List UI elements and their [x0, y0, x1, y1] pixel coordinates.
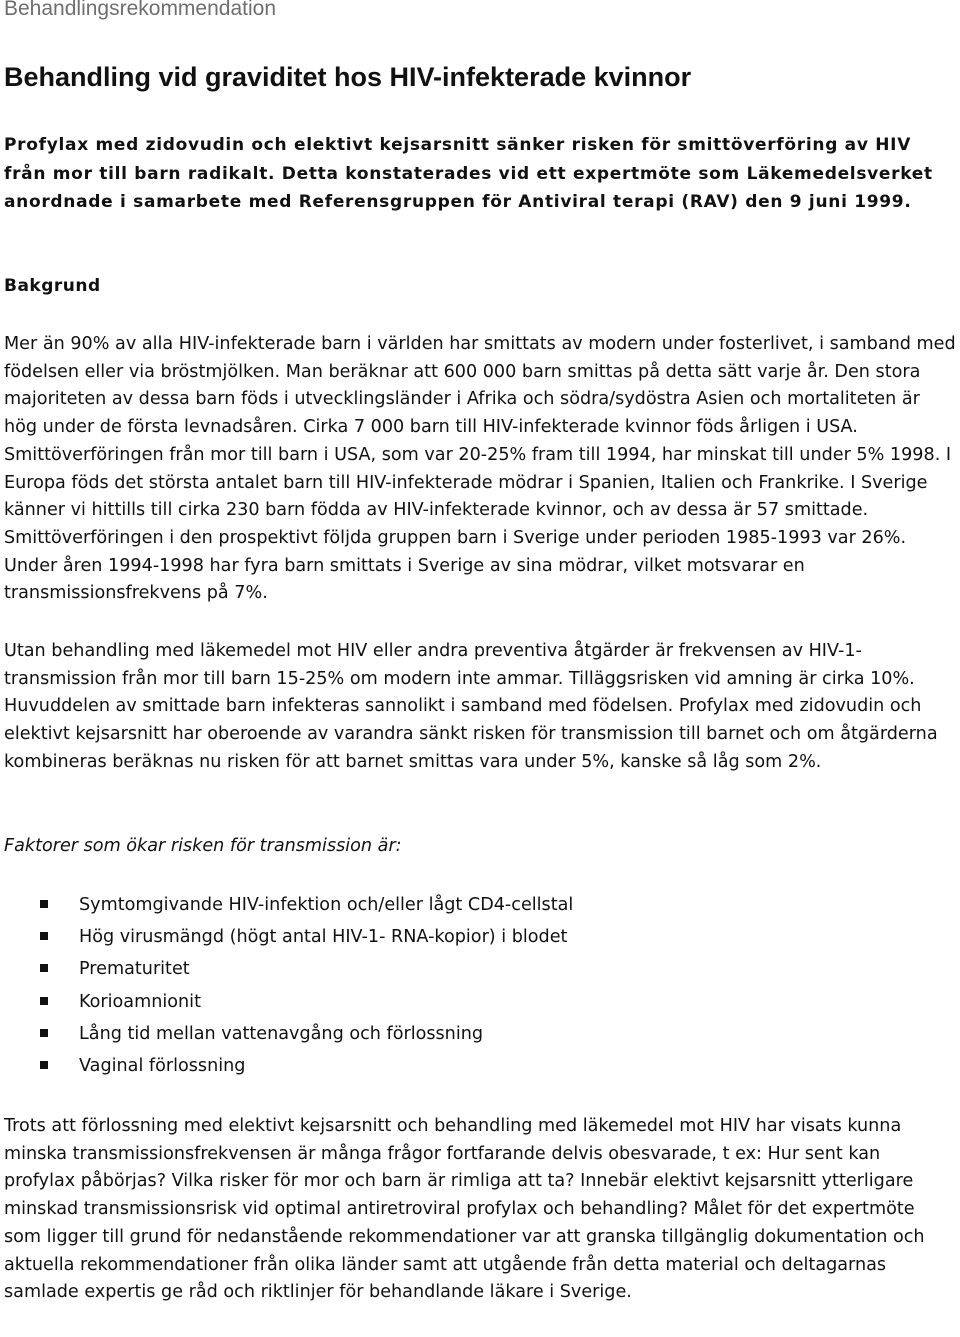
- square-bullet-icon: [40, 900, 48, 908]
- risk-factors-intro: Faktorer som ökar risken för transmission är:: [4, 836, 402, 856]
- square-bullet-icon: [40, 932, 48, 940]
- list-item-text: Symtomgivande HIV-infektion och/eller lågt CD4-cellstal: [79, 895, 574, 915]
- list-item: [4, 1018, 573, 1050]
- list-item-text: Lång tid mellan vattenavgång och förlossning: [79, 1023, 484, 1044]
- list-item-text: Prematuritet: [79, 959, 190, 980]
- list-item: [4, 953, 573, 985]
- list-item-text: Hög virusmängd (högt antal HIV-1- RNA-kopior) i blodet: [79, 927, 568, 948]
- square-bullet-icon: [40, 964, 48, 972]
- document-title: Behandling vid graviditet hos HIV-infekterade kvinnor: [4, 62, 692, 92]
- square-bullet-icon: [40, 1029, 48, 1037]
- list-item: [4, 921, 573, 953]
- background-paragraph-2: Utan behandling med läkemedel mot HIV eller andra preventiva åtgärder är frekvensen av HIV-1-transmission från mor till barn 15-25% om modern inte ammar. Tilläggsrisken vid amning är cirka 10%. Huvuddelen av smittade barn infekteras sannolikt i samband med födelsen. Profylax med zidovudin och elektivt kejsarsnitt har oberoende av varandra sänkt risken för transmission till barnet och om åtgärderna kombineras beräknas nu risken för att barnet smittas vara under 5%, kanske så låg som 2%.: [4, 641, 938, 772]
- square-bullet-icon: [40, 1061, 48, 1069]
- closing-paragraph: Trots att förlossning med elektivt kejsarsnitt och behandling med läkemedel mot HIV har visats kunna minska transmissionsfrekvensen är många frågor fortfarande delvis obesvarade, t ex: Hur sent kan profylax påbörjas? Vilka risker för mor och barn är rimliga att ta? Innebär elektivt kejsarsnitt ytterligare minskad transmissionsrisk vid optimal antiretroviral profylax och behandling? Målet för det expertmöte som ligger till grund för nedanstående rekommendationer var att granska tillgänglig dokumentation och aktuella rekommendationer från olika länder samt att utgående från detta material och deltagarnas samlade expertis ge råd och riktlinjer för behandlande läkare i Sverige.: [4, 1116, 925, 1303]
- list-item-text: Korioamnionit: [79, 991, 201, 1012]
- square-bullet-icon: [40, 997, 48, 1005]
- document-type-label: Behandlingsrekommendation: [4, 0, 277, 20]
- lead-paragraph: Profylax med zidovudin och elektivt kejsarsnitt sänker risken för smittöverföring av HIV från mor till barn radikalt. Detta konstaterades vid ett expertmöte som Läkemedelsverket anordnade i samarbete med Referensgruppen för Antiviral terapi (RAV) den 9 juni 1999.: [4, 135, 933, 212]
- risk-factor-list: [4, 889, 573, 1082]
- list-item: [4, 986, 573, 1018]
- background-paragraph-1: Mer än 90% av alla HIV-infekterade barn i världen har smittats av modern under fosterlivet, i samband med födelsen eller via bröstmjölken. Man beräknar att 600 000 barn smittas på detta sätt varje år. Den stora majoriteten av dessa barn föds i utvecklingsländer i Afrika och södra/sydöstra Asien och mortaliteten är hög under de första levnadsåren. Cirka 7 000 barn till HIV-infekterade kvinnor föds årligen i USA. Smittöverföringen från mor till barn i USA, som var 20-25% fram till 1994, har minskat till under 5% 1998. I Europa föds det största antalet barn till HIV-infekterade mödrar i Spanien, Italien och Frankrike. I Sverige känner vi hittills till cirka 230 barn födda av HIV-infekterade kvinnor, och av dessa är 57 smittade. Smittöverföringen i den prospektivt följda gruppen barn i Sverige under perioden 1985-1993 var 26%. Under åren 1994-1998 har fyra barn smittats i Sverige av sina mödrar, vilket motsvarar en transmissionsfrekvens på 7%.: [4, 334, 956, 604]
- list-item-text: Vaginal förlossning: [79, 1055, 246, 1076]
- section-heading-background: Bakgrund: [4, 276, 101, 296]
- list-item: [4, 1050, 573, 1082]
- list-item: [4, 889, 573, 921]
